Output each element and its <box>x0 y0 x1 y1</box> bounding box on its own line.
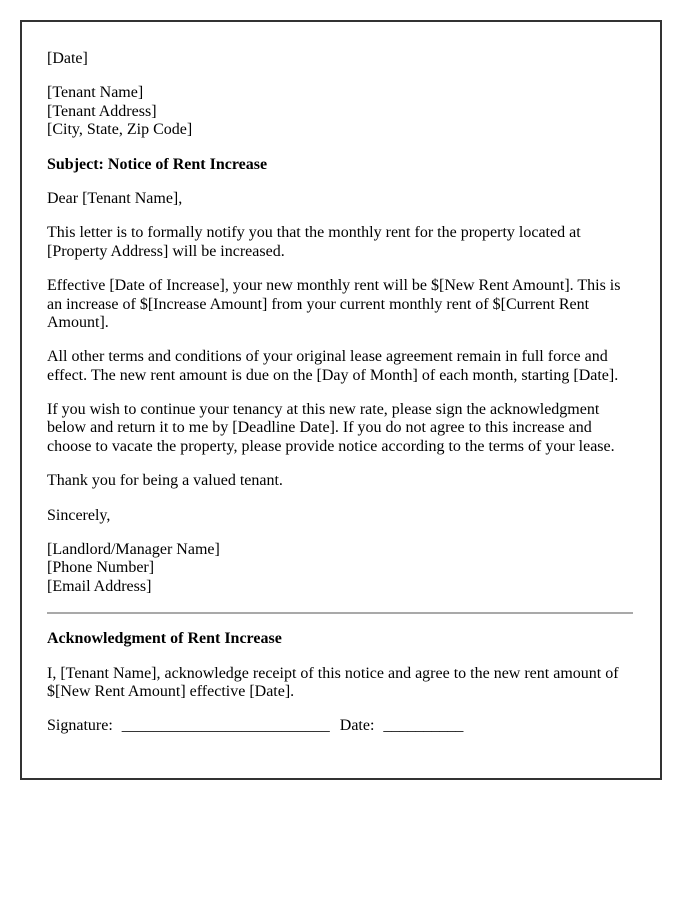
sender-phone-line: [Phone Number] <box>47 559 155 577</box>
recipient-city-line: [City, State, Zip Code] <box>47 121 193 139</box>
paragraph-effective-rent: Effective [Date of Increase], your new monthly rent will be $[New Rent Amount]. This is an increase of $[Increase Amount] from your current monthly rent of $[Current Rent Amount]. <box>47 277 621 331</box>
date-label: Date: <box>339 717 375 735</box>
paragraph-continue-tenancy: If you wish to continue your tenancy at this new rate, please sign the acknowledgment below and return it to me by [Deadline Date]. If you do not agree to this increase and choose to vacate the property, please provide notice according to the terms of your lease. <box>47 401 615 455</box>
signature-row <box>47 717 633 735</box>
sender-block <box>47 541 633 596</box>
paragraph-thank-you: Thank you for being a valued tenant. <box>47 472 283 490</box>
signature-underline: __________________________ <box>121 717 330 735</box>
subject-line: Subject: Notice of Rent Increase <box>47 155 268 173</box>
recipient-address-line: [Tenant Address] <box>47 102 157 120</box>
paragraph-notification: This letter is to formally notify you that the monthly rent for the property located at [Property Address] will be increased. <box>47 224 581 260</box>
section-divider <box>47 612 633 614</box>
letter-page <box>20 20 662 780</box>
recipient-name-line: [Tenant Name] <box>47 84 144 102</box>
salutation: Dear [Tenant Name], <box>47 189 183 207</box>
paragraph-terms: All other terms and conditions of your original lease agreement remain in full force and effect. The new rent amount is due on the [Day of Month] of each month, starting [Date]. <box>47 348 619 384</box>
date-placeholder: [Date] <box>47 50 88 67</box>
acknowledgment-body: I, [Tenant Name], acknowledge receipt of this notice and agree to the new rent amount of $[New Rent Amount] effective [Date]. <box>47 664 619 700</box>
sender-name-line: [Landlord/Manager Name] <box>47 541 220 559</box>
date-underline: __________ <box>383 717 464 735</box>
signature-label: Signature: <box>47 717 113 735</box>
recipient-block <box>47 84 633 139</box>
acknowledgment-heading: Acknowledgment of Rent Increase <box>47 630 282 648</box>
closing-sincerely: Sincerely, <box>47 506 111 524</box>
sender-email-line: [Email Address] <box>47 577 152 595</box>
